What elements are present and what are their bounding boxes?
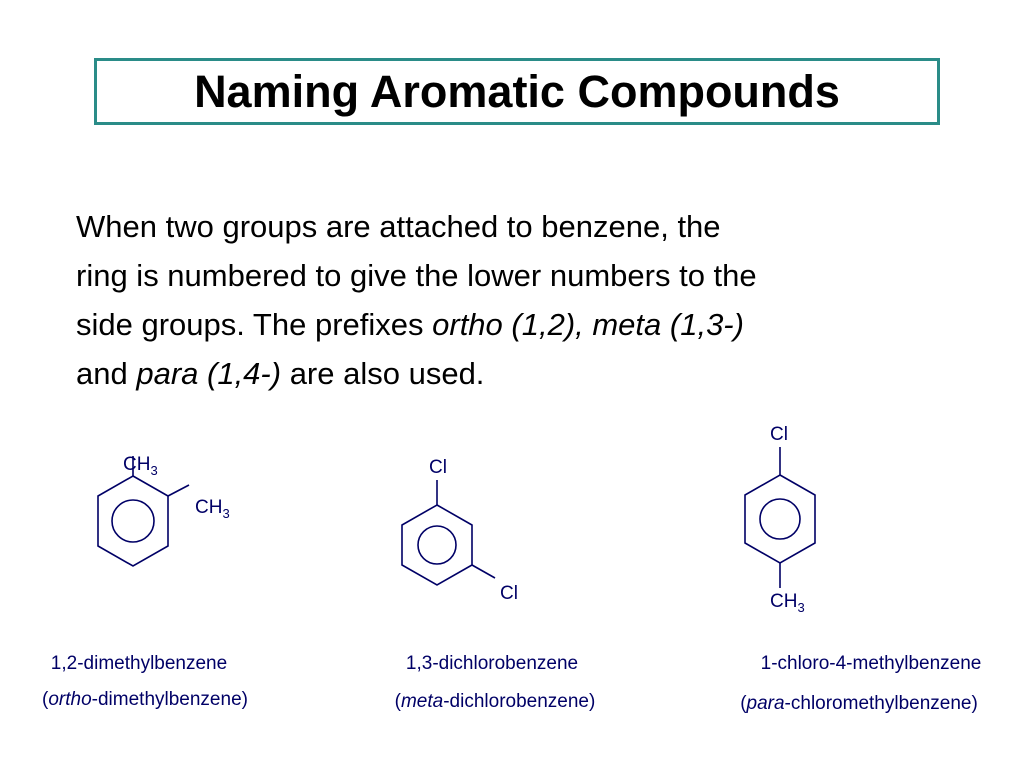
benzene-ring-3: [745, 475, 815, 563]
paragraph-line-2: ring is numbered to give the lower numbers to the: [76, 258, 757, 293]
label-cl-top-2: Cl: [429, 457, 447, 478]
caption-alt-2-italic: meta: [400, 691, 444, 712]
label-ch3-side-1: $CH_3$: [195, 497, 230, 521]
paragraph-line-1: When two groups are attached to benzene, the: [76, 209, 721, 244]
paragraph-line-4-end: are also used.: [281, 356, 485, 391]
caption-alt-3-rest: -chloromethylbenzene): [784, 693, 978, 714]
para-chloromethylbenzene-structure: [745, 447, 815, 588]
aromatic-circle-3: [760, 499, 800, 539]
caption-alt-3: [694, 693, 1024, 715]
caption-name-2: 1,3-dichlorobenzene: [405, 653, 579, 674]
caption-alt-2-open: (: [394, 691, 401, 712]
caption-alt-1-open: (: [42, 689, 49, 710]
bond-side-1: [168, 485, 189, 496]
caption-name-1: 1,2-dimethylbenzene: [50, 653, 228, 674]
caption-alt-1: [0, 689, 290, 711]
label-ch3-bottom-3: $CH_3$: [770, 591, 805, 615]
paragraph-line-4-start: and: [76, 356, 137, 391]
aromatic-circle-1: [112, 500, 154, 542]
caption-alt-1-rest: -dimethylbenzene): [91, 689, 248, 710]
label-cl-side-2: Cl: [500, 583, 518, 604]
caption-alt-3-italic: para: [746, 693, 785, 714]
label-cl-top-3: Cl: [770, 424, 788, 445]
caption-name-3: 1-chloro-4-methylbenzene: [760, 653, 982, 674]
slide-title: Naming Aromatic Compounds: [194, 66, 840, 117]
benzene-ring-2: [402, 505, 472, 585]
meta-dichlorobenzene-structure: [402, 480, 495, 585]
caption-alt-1-italic: ortho: [48, 689, 92, 710]
paragraph-para-italic: para (1,4-): [136, 356, 282, 391]
paragraph-line-3-text: side groups. The prefixes: [76, 307, 433, 342]
paragraph-prefixes-italic: ortho (1,2), meta (1,3-): [432, 307, 744, 342]
benzene-ring-1: [98, 476, 168, 566]
caption-alt-2-rest: -dichlorobenzene): [443, 691, 596, 712]
bond-side-2: [472, 565, 495, 578]
aromatic-circle-2: [418, 526, 456, 564]
caption-alt-2: [350, 691, 640, 713]
caption-alt-3-open: (: [740, 693, 747, 714]
label-ch3-top-1: $CH_3$: [123, 454, 158, 478]
